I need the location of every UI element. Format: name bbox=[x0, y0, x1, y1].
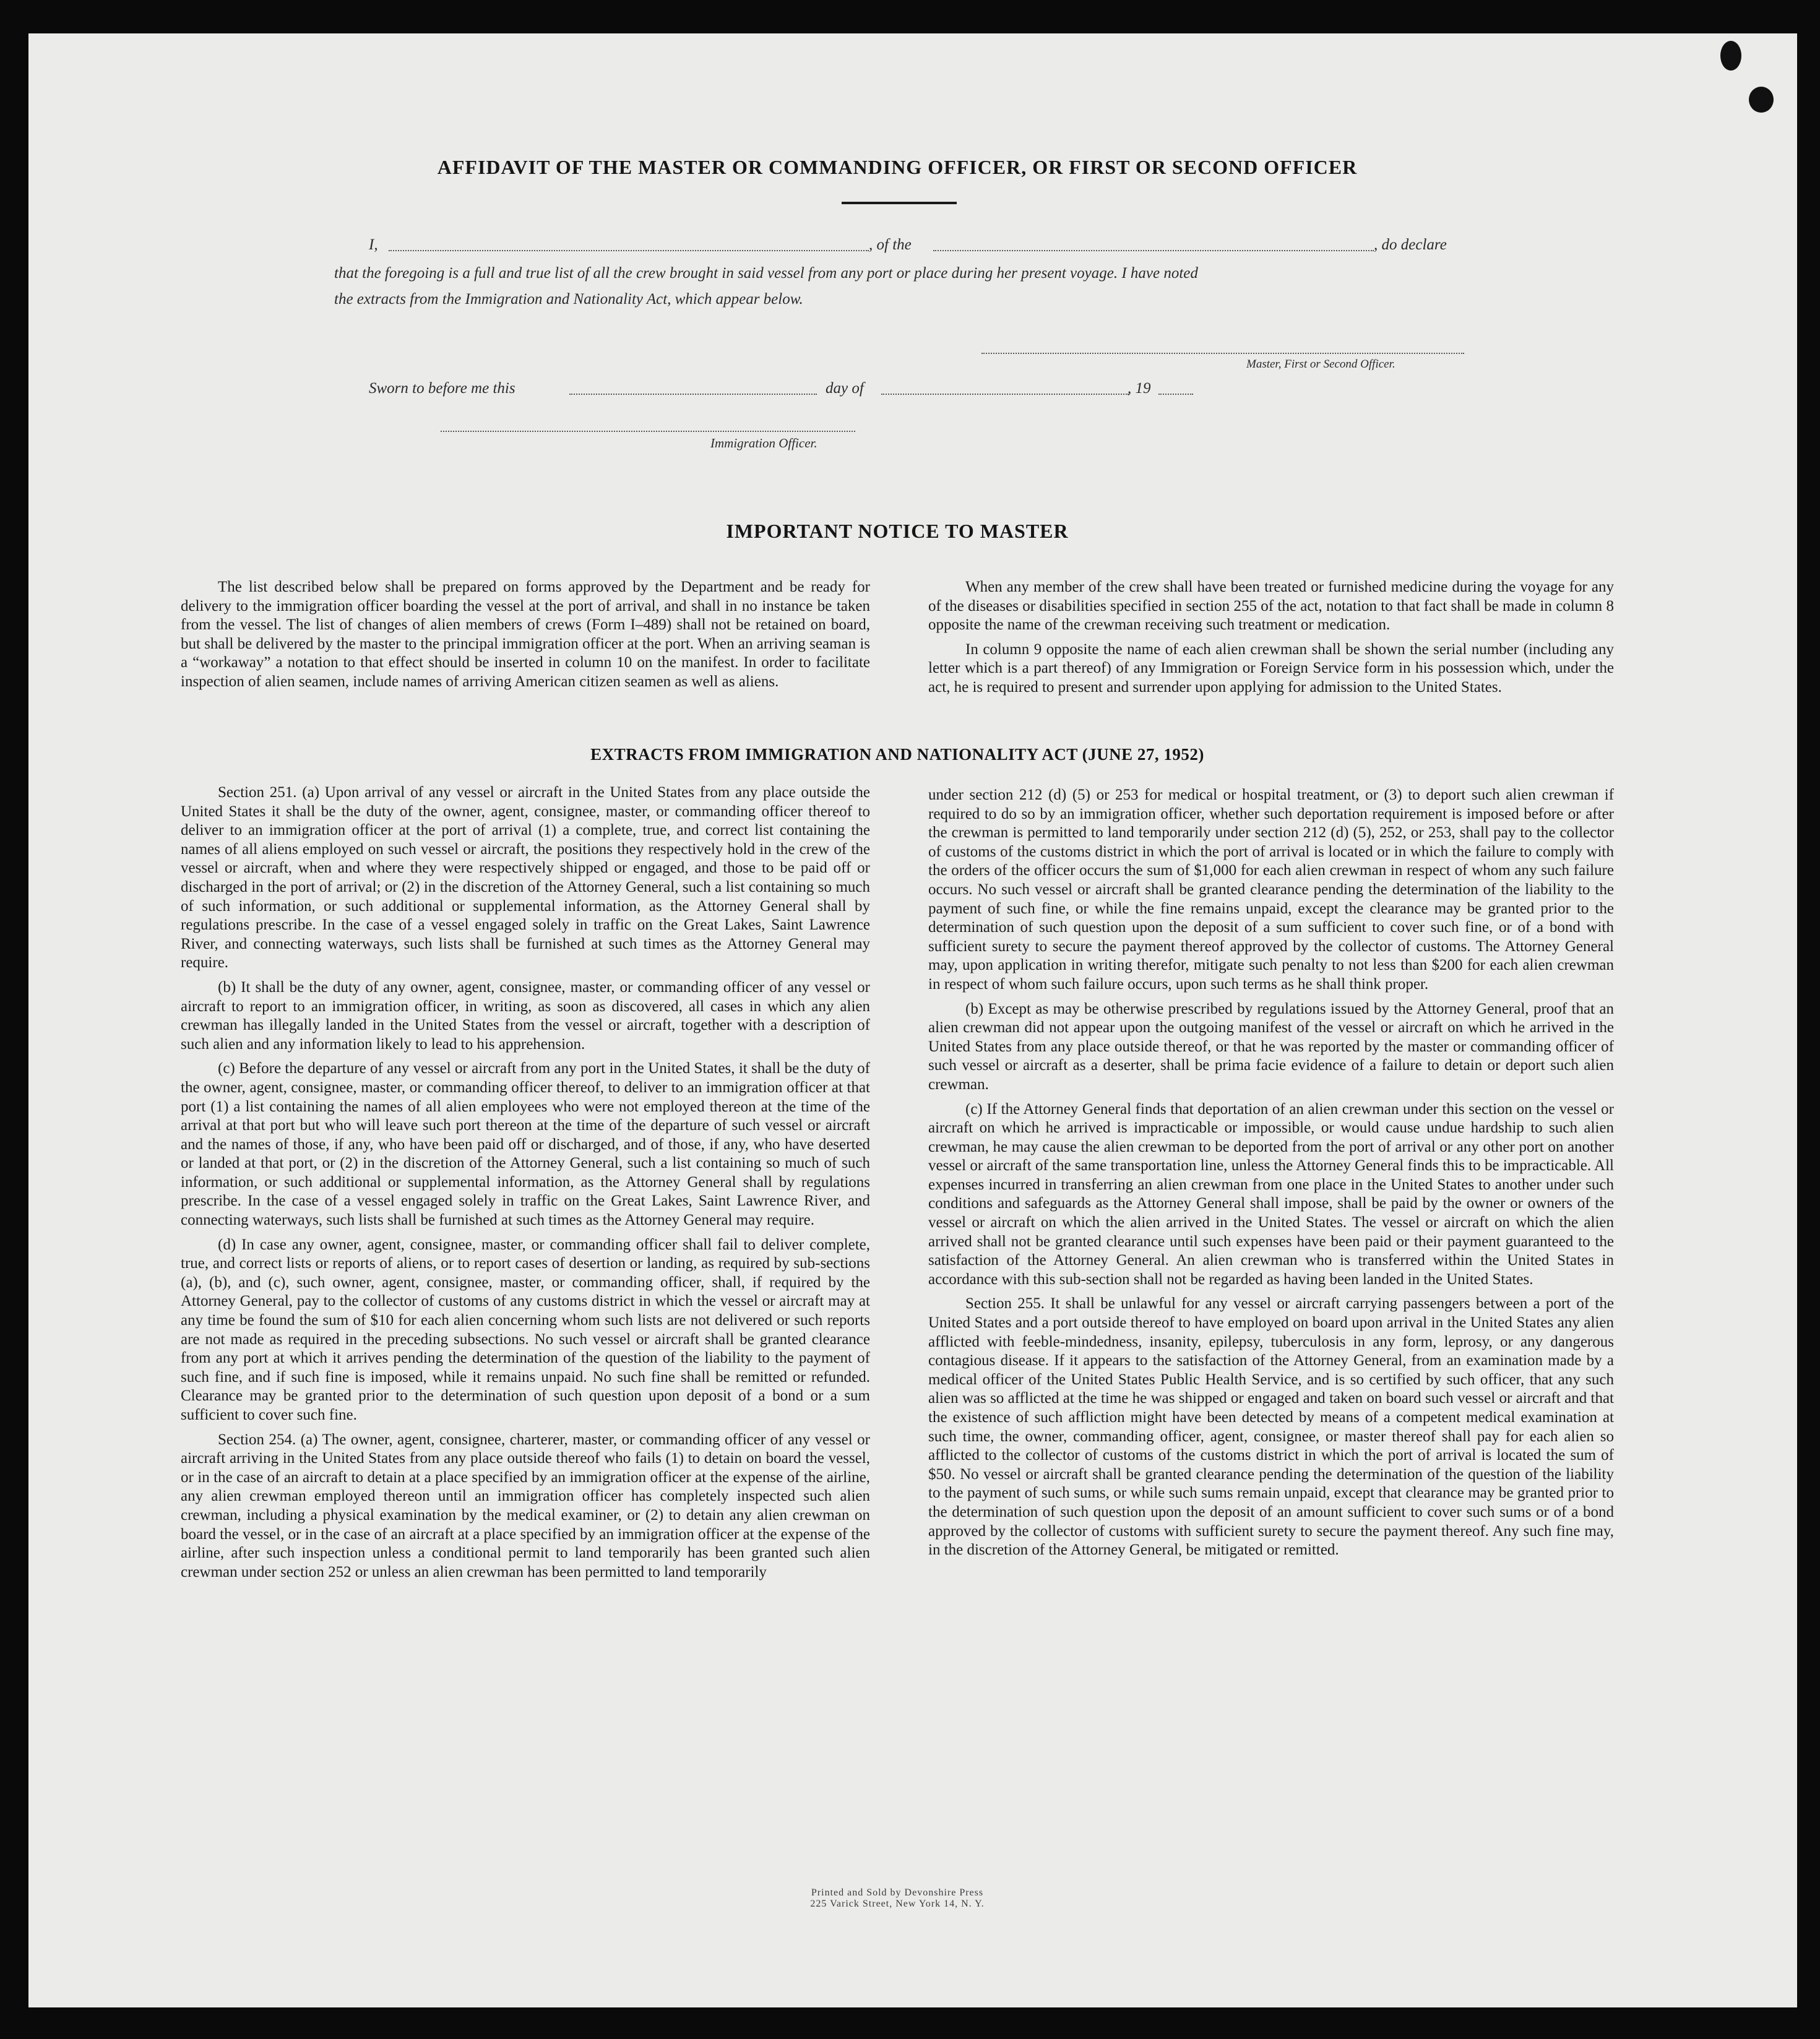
declarant-prefix: I, bbox=[369, 236, 378, 253]
section-254-a-continued: under section 212 (d) (5) or 253 for medical or hospital treatment, or (3) to deport such alien crewman if required to do so by an immigration officer, whether such deportation requirement is imposed before or after the crewman is permitted to land temporarily under section 212 (d) (5), 252, or 253, shall pay to the collector of customs of the customs district in which the port of arrival is located or in which the failure to comply with the orders of the officer occurs the sum of $1,000 for each alien crewman in respect of whom any such failure occurs. No such vessel or aircraft shall be granted clearance pending the determination of the liability to the payment of such fine, or while the fine remains unpaid, except the clearance may be granted prior to the determination of such question upon the deposit of a sum sufficient to cover such fine, or of a bond with sufficient surety to secure the payment thereof approved by the collector of customs. The Attorney General may, upon application in writing therefor, mitigate such penalty to not less than $200 for each alien crewman in respect of whom such failure occurs, upon such terms as he shall think proper. bbox=[928, 787, 1614, 993]
officer-signature-line[interactable] bbox=[441, 431, 855, 432]
sworn-label: Sworn to before me this bbox=[369, 380, 515, 397]
notice-paragraph: When any member of the crew shall have been treated or furnished medicine during the voyage for any of the diseases or disabilities specified in section 255 of the act, notation to that fact shall be made in column 8 opposite the name of the crewman receiving such treatment or medication. bbox=[928, 579, 1614, 634]
section-254-b: (b) Except as may be otherwise prescribed by regulations issued by the Attorney General, proof that an alien crewman did not appear upon the outgoing manifest of the vessel or aircraft on which he arrived in the United States from any place outside thereof, or that he was reported by the master or commanding officer of such vessel or aircraft as a deserter, shall be prima facie evidence of a failure to detain or deport such alien crewman. bbox=[928, 1000, 1614, 1093]
section-251-d: (d) In case any owner, agent, consignee, master, or commanding officer shall fail to deliver complete, true, and correct lists or reports of aliens, or to report cases of desertion or landing, as required by sub-sections (a), (b), and (c), such owner, agent, consignee, master, or commanding officer, shall, if required by the Attorney General, pay to the collector of customs of any customs district in which the vessel or aircraft may at any time be found the sum of $10 for each alien concerning whom such lists are not delivered or such reports are not made as required in the preceding subsections. No such vessel or aircraft shall be granted clearance from any port at which it arrives pending the determination of the question of the liability to the payment of such fine, and if such fine is imposed, while it remains unpaid. No such fine shall be remitted or refunded. Clearance may be granted prior to the determination of such question upon deposit of a bond or a sum sufficient to cover such fine. bbox=[181, 1236, 870, 1423]
ink-blot-mark bbox=[1749, 87, 1774, 113]
notice-paragraph: The list described below shall be prepared on forms approved by the Department and be ready for delivery to the immigration officer boarding the vessel at the port of arrival, and shall in no instance be taken from the vessel. The list of changes of alien members of crews (Form I–489) shall not be retained on board, but shall be delivered by the master to the principal immigration officer at the port. When an arriving seaman is a “workaway” a notation to that effect should be inserted in column 10 on the manifest. In order to facilitate inspection of alien seamen, include names of arriving American citizen seamen as well as aliens. bbox=[181, 579, 871, 690]
title-divider bbox=[842, 202, 957, 204]
officer-signature-label: Immigration Officer. bbox=[710, 436, 817, 450]
extracts-left-column bbox=[181, 783, 870, 1587]
section-255: Section 255. It shall be unlawful for any vessel or aircraft carrying passengers between a port of the United States and a port outside thereof to have employed on board upon arrival in the United States any alien afflicted with feeble-mindedness, insanity, epilepsy, tuberculosis in any form, leprosy, or any dangerous contagious disease. If it appears to the satisfaction of the Attorney General, from an examination made by a medical officer of the United States Public Health Service, and is so certified by such officer, that any such alien was so afflicted at the time he was shipped or engaged and taken on board such vessel or aircraft and that the existence of such affliction might have been detected by means of a competent medical examination at such time, the owner, commanding officer, agent, consignee, or master thereof shall pay for each alien so afflicted to the collector of customs of the customs district in which the port of arrival is located the sum of $50. No vessel or aircraft shall be granted clearance pending the determination of the question of the liability to the payment of such sums, or while such sums remain unpaid, except that clearance may be granted prior to the determination of such question upon the deposit of an amount sufficient to cover such sums or of a bond approved by the collector of customs with sufficient surety to secure the payment thereof. Any such fine may, in the discretion of the Attorney General, be mitigated or remitted. bbox=[928, 1295, 1614, 1559]
section-251-c: (c) Before the departure of any vessel or aircraft from any port in the United States, it shall be the duty of the owner, agent, consignee, master, or commanding officer thereof, to deliver to an immigration officer at that port (1) a list containing the names of all alien employees who were not employed thereon at the time of the arrival at that port but who will leave such port thereon at the time of the departure of such vessel or aircraft and the names of those, if any, who have been paid off or discharged, and of those, if any, who have deserted or landed at that port, or (2) in the discretion of the Attorney General, such a list containing so much of such information, or such additional or supplemental information, as the Attorney General shall by regulations prescribe. In the case of a vessel engaged solely in traffic on the Great Lakes, Saint Lawrence River, and connecting waterways, such lists shall be furnished at such times as the Attorney General may require. bbox=[181, 1060, 870, 1229]
affidavit-title: AFFIDAVIT OF THE MASTER OR COMMANDING OFFICER, OR FIRST OR SECOND OFFICER bbox=[437, 156, 1358, 178]
printer-imprint bbox=[0, 1887, 1795, 1910]
printer-line-1: Printed and Sold by Devonshire Press bbox=[811, 1887, 984, 1898]
year-prefix: , 19 bbox=[1128, 380, 1151, 397]
day-of-label: day of bbox=[826, 380, 864, 397]
section-254-c: (c) If the Attorney General finds that deportation of an alien crewman under this section on the vessel or aircraft on which he arrived is impracticable or impossible, or would cause undue hardship to such alien crewman, he may cause the alien crewman to be deported from the port of arrival or any other port on another vessel or aircraft of the same transportation line, unless the Attorney General finds this to be impracticable. All expenses incurred in transferring an alien crewman from one place in the United States to another under such conditions and safeguards as the Attorney General shall impose, shall be paid by the owner or owners of the vessel or aircraft on which the alien arrived in the United States. The vessel or aircraft on which the alien arrived shall not be granted clearance until such expenses have been paid or their payment guaranteed to the satisfaction of the Attorney General. An alien crewman who is transferred within the United States in accordance with this sub-section shall not be regarded as having been landed in the United States. bbox=[928, 1100, 1614, 1288]
printer-line-2: 225 Varick Street, New York 14, N. Y. bbox=[810, 1899, 985, 1909]
notice-right-column bbox=[928, 578, 1614, 703]
extracts-right-column bbox=[928, 786, 1614, 1566]
master-signature-line[interactable] bbox=[981, 353, 1464, 354]
sworn-month-line[interactable] bbox=[881, 394, 1129, 395]
notice-left-column bbox=[181, 578, 870, 697]
of-the-label: , of the bbox=[869, 236, 912, 253]
extracts-title: EXTRACTS FROM IMMIGRATION AND NATIONALITY ACT (JUNE 27, 1952) bbox=[590, 745, 1204, 764]
affidavit-statement-line-1: that the foregoing is a full and true list of all the crew brought in said vessel from any port or place during her present voyage. I have noted bbox=[334, 265, 1198, 282]
do-declare-label: , do declare bbox=[1374, 236, 1447, 253]
section-251-a: Section 251. (a) Upon arrival of any vessel or aircraft in the United States from any place outside the United States it shall be the duty of the owner, agent, consignee, master, or commanding officer thereof to deliver to an immigration officer at the port of arrival (1) a complete, true, and correct list containing the names of all aliens employed on such vessel or aircraft, the positions they respectively hold in the crew of the vessel or aircraft, when and where they were respectively shipped or engaged, and those to be paid off or discharged in the port of arrival; or (2) in the discretion of the Attorney General, such a list containing so much of such information, or such additional or supplemental information, as the Attorney General shall by regulations prescribe. In the case of a vessel engaged solely in traffic on the Great Lakes, Saint Lawrence River, and connecting waterways, such lists shall be furnished at such times as the Attorney General may require. bbox=[181, 784, 870, 972]
notice-paragraph: In column 9 opposite the name of each alien crewman shall be shown the serial number (including any letter which is a part thereof) of any Immigration or Foreign Service form in his possession which, under the act, he is required to present and surrender upon applying for admission to the United States. bbox=[928, 640, 1614, 696]
section-251-b: (b) It shall be the duty of any owner, agent, consignee, master, or commanding officer of any vessel or aircraft to report to an immigration officer, in writing, as soon as discovered, all cases in which any alien crewman has illegally landed in the United States from the vessel or aircraft, together with a description of such alien and any information likely to lead to his apprehension. bbox=[181, 978, 870, 1053]
ink-blot-mark bbox=[1720, 41, 1741, 71]
sworn-day-line[interactable] bbox=[569, 394, 817, 395]
master-signature-label: Master, First or Second Officer. bbox=[1246, 358, 1395, 371]
vessel-name-line[interactable] bbox=[933, 250, 1374, 251]
sworn-year-line[interactable] bbox=[1158, 394, 1193, 395]
declarant-name-line[interactable] bbox=[389, 250, 869, 251]
affidavit-statement-line-2: the extracts from the Immigration and Nationality Act, which appear below. bbox=[334, 291, 803, 308]
notice-title: IMPORTANT NOTICE TO MASTER bbox=[726, 520, 1069, 542]
section-254-a: Section 254. (a) The owner, agent, consignee, charterer, master, or commanding officer of any vessel or aircraft arriving in the United States from any place outside thereof who fails (1) to detain on board the vessel, or in the case of an aircraft to detain at a place specified by an immigration officer at the expense of the airline, any alien crewman employed thereon until an immigration officer has completely inspected such alien crewman, including a physical examination by the medical examiner, or (2) to detain any alien crewman on board the vessel, or in the case of an aircraft at a place specified by an immigration officer at the expense of the airline, after such inspection unless a conditional permit to land temporarily has been granted such alien crewman under section 252 or unless an alien crewman has been permitted to land temporarily bbox=[181, 1431, 870, 1580]
